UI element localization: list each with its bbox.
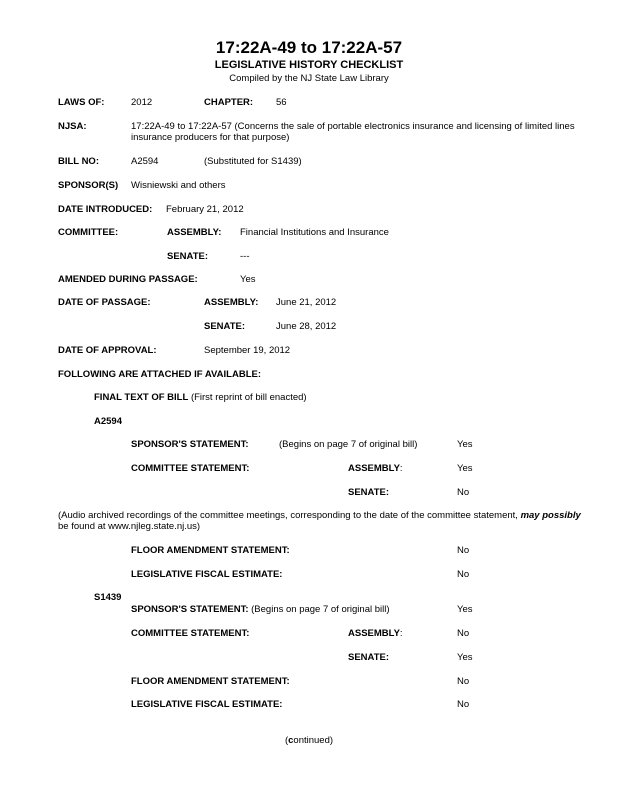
bill-no-value: A2594	[131, 156, 159, 167]
approval-value: September 19, 2012	[204, 345, 291, 356]
a2594-senate-label: SENATE:	[348, 487, 389, 498]
laws-of-label: LAWS OF:	[58, 97, 105, 108]
s1439-senate-label: SENATE:	[348, 652, 389, 663]
s1439-assembly-colon: :	[399, 628, 403, 639]
chapter-value: 56	[276, 97, 287, 108]
a2594-heading: A2594	[94, 416, 122, 427]
s1439-senate-value: Yes	[457, 652, 473, 663]
passage-senate-value: June 28, 2012	[276, 321, 337, 332]
approval-label: DATE OF APPROVAL:	[58, 345, 157, 356]
s1439-heading: S1439	[94, 592, 122, 603]
njsa-line-1: 17:22A-49 to 17:22A-57 (Concerns the sale of portable electronics insurance and licensing of limited lines	[131, 121, 575, 132]
s1439-assembly-value: No	[457, 628, 470, 639]
committee-senate-label: SENATE:	[167, 251, 208, 262]
s1439-fiscal-label: LEGISLATIVE FISCAL ESTIMATE:	[131, 699, 283, 710]
a2594-floor-label: FLOOR AMENDMENT STATEMENT:	[131, 545, 290, 556]
s1439-sponsor-value: Yes	[457, 604, 473, 615]
attached-heading: FOLLOWING ARE ATTACHED IF AVAILABLE:	[58, 369, 261, 380]
s1439-fiscal-value: No	[457, 699, 470, 710]
final-text-label: FINAL TEXT OF BILL	[94, 392, 189, 403]
a2594-assembly-colon: :	[399, 463, 403, 474]
sponsors-value: Wisniewski and others	[131, 180, 226, 191]
page-subtitle: LEGISLATIVE HISTORY CHECKLIST	[214, 59, 404, 71]
amended-value: Yes	[240, 274, 256, 285]
s1439-assembly-row	[348, 628, 403, 639]
a2594-fiscal-value: No	[457, 569, 470, 580]
passage-senate-label: SENATE:	[204, 321, 245, 332]
continued-rest: ontinued)	[293, 735, 334, 746]
passage-assembly-label: ASSEMBLY:	[204, 297, 259, 308]
laws-of-year: 2012	[131, 97, 153, 108]
compiled-by: Compiled by the NJ State Law Library	[229, 73, 389, 84]
continued-footer	[0, 735, 618, 746]
a2594-senate-value: No	[457, 487, 470, 498]
page-title: 17:22A-49 to 17:22A-57	[215, 38, 403, 57]
chapter-label: CHAPTER:	[204, 97, 254, 108]
date-introduced-label: DATE INTRODUCED:	[58, 204, 153, 215]
audio-note-text: (Audio archived recordings of the committee meetings, corresponding to the date of the committee statement,	[58, 510, 521, 521]
audio-note-line-2: be found at www.njleg.state.nj.us)	[58, 521, 201, 532]
committee-assembly-value: Financial Institutions and Insurance	[240, 227, 389, 238]
s1439-sponsor-label: SPONSOR'S STATEMENT:	[131, 604, 249, 615]
a2594-floor-value: No	[457, 545, 470, 556]
committee-assembly-label: ASSEMBLY:	[167, 227, 222, 238]
a2594-committee-label: COMMITTEE STATEMENT:	[131, 463, 250, 474]
committee-senate-value: ---	[240, 251, 250, 262]
sponsors-label: SPONSOR(S)	[58, 180, 119, 191]
s1439-sponsor-row	[131, 604, 390, 615]
s1439-assembly-label: ASSEMBLY	[348, 628, 400, 639]
s1439-sponsor-note: (Begins on page 7 of original bill)	[251, 604, 390, 615]
bill-substitution-note: (Substituted for S1439)	[204, 156, 302, 167]
final-text-row	[94, 392, 307, 403]
s1439-floor-label: FLOOR AMENDMENT STATEMENT:	[131, 676, 290, 687]
a2594-sponsor-note: (Begins on page 7 of original bill)	[279, 439, 418, 450]
audio-note-emphasis: may possibly	[520, 510, 581, 521]
s1439-floor-value: No	[457, 676, 470, 687]
amended-label: AMENDED DURING PASSAGE:	[58, 274, 198, 285]
a2594-sponsor-value: Yes	[457, 439, 473, 450]
final-text-note: (First reprint of bill enacted)	[190, 392, 307, 403]
a2594-sponsor-label: SPONSOR'S STATEMENT:	[131, 439, 249, 450]
audio-note-line-1	[58, 510, 581, 521]
a2594-assembly-value: Yes	[457, 463, 473, 474]
continued-open: (	[284, 735, 289, 746]
date-introduced-value: February 21, 2012	[166, 204, 244, 215]
a2594-assembly-row	[348, 463, 403, 474]
continued-c: c	[288, 735, 294, 746]
s1439-committee-label: COMMITTEE STATEMENT:	[131, 628, 250, 639]
passage-label: DATE OF PASSAGE:	[58, 297, 151, 308]
a2594-fiscal-label: LEGISLATIVE FISCAL ESTIMATE:	[131, 569, 283, 580]
a2594-assembly-label: ASSEMBLY	[348, 463, 400, 474]
passage-assembly-value: June 21, 2012	[276, 297, 337, 308]
committee-label: COMMITTEE:	[58, 227, 119, 238]
njsa-line-2: insurance producers for that purpose)	[131, 132, 290, 143]
njsa-label: NJSA:	[58, 121, 87, 132]
bill-no-label: BILL NO:	[58, 156, 99, 167]
